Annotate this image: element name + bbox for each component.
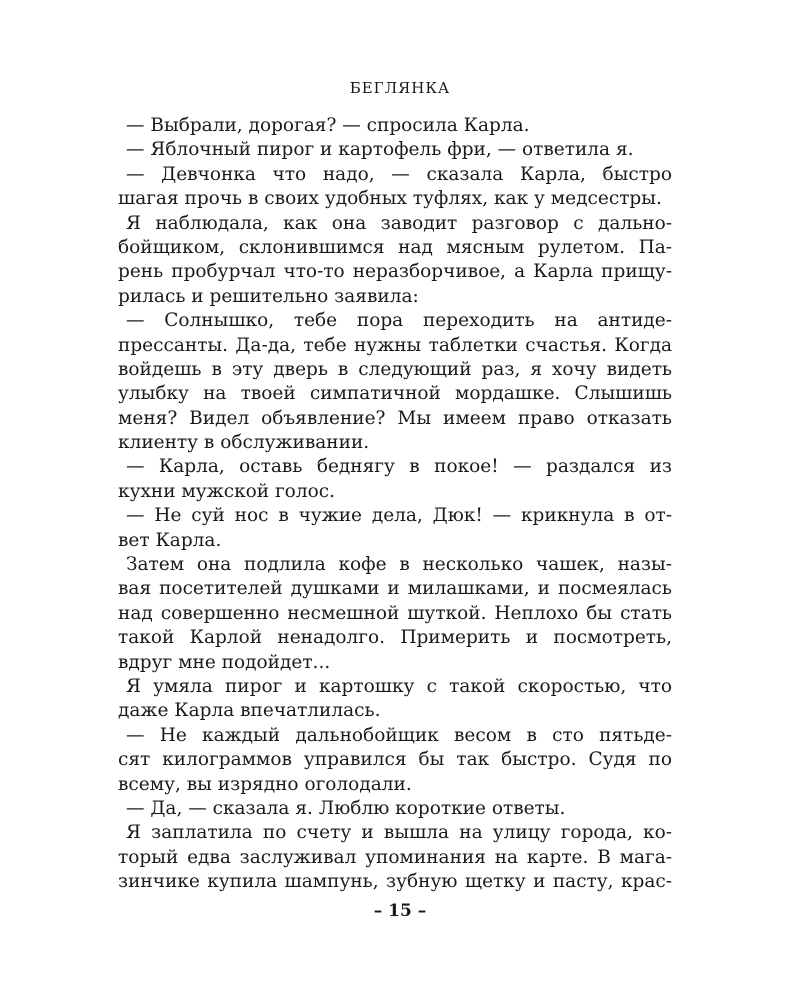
text-line: — Карла, оставь беднягу в покое! — раздался из xyxy=(126,456,672,478)
body-text xyxy=(118,114,672,895)
text-line: даже Карла впечатлилась. xyxy=(118,700,381,722)
text-line: такой Карлой ненадолго. Примерить и посмотреть, xyxy=(118,627,672,649)
text-line: кухни мужской голос. xyxy=(118,480,335,502)
text-line: — Да, — сказала я. Люблю короткие ответы. xyxy=(126,797,566,819)
text-line: Затем она подлила кофе в несколько чашек, назы- xyxy=(126,554,672,576)
text-line: шагая прочь в своих удобных туфлях, как у медсестры. xyxy=(118,188,662,210)
text-line: — Не суй нос в чужие дела, Дюк! — крикнула в от- xyxy=(126,505,672,527)
text-line: вдруг мне подойдет... xyxy=(118,651,331,673)
text-line: — Не каждый дальнобойщик весом в сто пятьде- xyxy=(126,724,672,746)
text-line: Я умяла пирог и картошку с такой скоростью, что xyxy=(126,675,672,697)
text-line: — Яблочный пирог и картофель фри, — ответила я. xyxy=(126,139,634,161)
text-line: — Девчонка что надо, — сказала Карла, быстро xyxy=(126,163,672,185)
text-line: клиенту в обслуживании. xyxy=(118,432,370,454)
text-line: — Выбрали, дорогая? — спросила Карла. xyxy=(126,115,530,136)
text-line: вет Карла. xyxy=(118,529,222,551)
text-line: рень пробурчал что-то неразборчивое, а Карла прищу- xyxy=(118,261,672,283)
text-line: сят килограммов управился бы так быстро. Судя по xyxy=(118,749,672,771)
text-line: зинчике купила шампунь, зубную щетку и пасту, крас- xyxy=(118,871,672,893)
page-number: – 15 – xyxy=(373,901,427,921)
running-title: БЕГЛЯНКА xyxy=(349,79,451,97)
text-line: Я заплатила по счету и вышла на улицу города, ко- xyxy=(126,822,672,844)
text-line: вая посетителей душками и милашками, и посмеялась xyxy=(118,578,672,600)
text-line: рилась и решительно заявила: xyxy=(118,285,419,307)
text-line: торый едва заслуживал упоминания на карте. В мага- xyxy=(118,846,672,868)
text-line: над совершенно несмешной шуткой. Неплохо бы стать xyxy=(118,602,672,624)
text-line: всему, вы изрядно оголодали. xyxy=(118,773,412,795)
text-line: войдешь в эту дверь в следующий раз, я хочу видеть xyxy=(118,358,672,380)
text-line: Я наблюдала, как она заводит разговор с дально- xyxy=(126,212,672,234)
text-line: бойщиком, склонившимся над мясным рулетом. Па- xyxy=(118,236,672,258)
text-line: — Солнышко, тебе пора переходить на антиде- xyxy=(126,310,672,332)
text-line: улыбку на твоей симпатичной мордашке. Слышишь xyxy=(118,383,672,405)
text-line: прессанты. Да-да, тебе нужны таблетки счастья. Когда xyxy=(118,334,672,356)
text-line: меня? Видел объявление? Мы имеем право отказать xyxy=(118,407,672,429)
